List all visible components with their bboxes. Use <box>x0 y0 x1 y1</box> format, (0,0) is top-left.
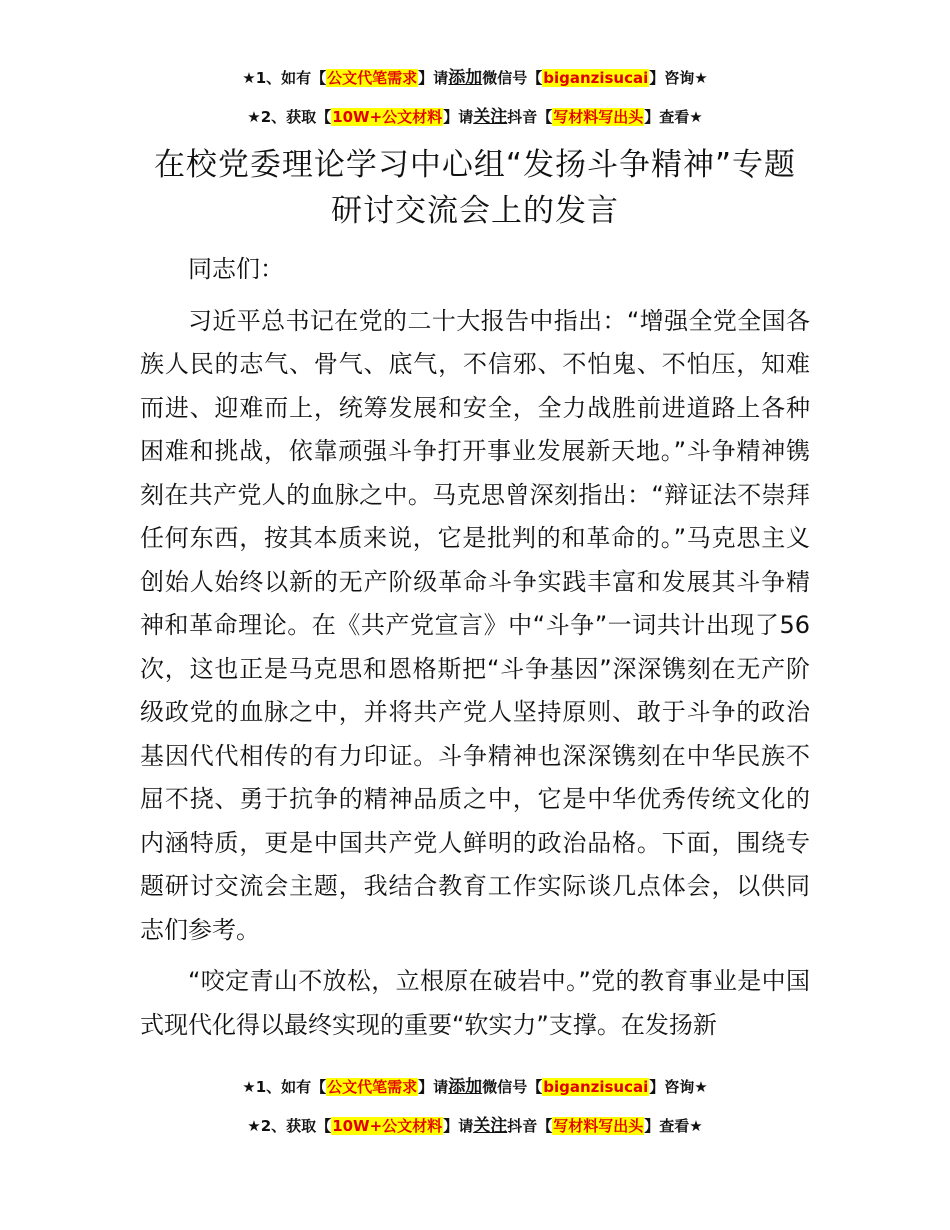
banner-text: 】请 <box>443 1117 474 1135</box>
banner-text: 微信号【 <box>482 1078 543 1096</box>
banner-text: ★1、如有【 <box>242 1078 327 1096</box>
highlight-douyin: 写材料写出头 <box>553 108 644 126</box>
banner-text: 】请 <box>418 69 449 87</box>
paragraph-2: “咬定青山不放松，立根原在破岩中。”党的教育事业是中国式现代化得以最终实现的重要“软实力”支撑。在发扬新 <box>140 967 810 1039</box>
banner-text: 微信号【 <box>482 69 543 87</box>
banner-text: ★1、如有【 <box>242 69 327 87</box>
header-banner-line-1 <box>0 66 950 90</box>
underlined-text: 关注 <box>473 107 508 127</box>
document-body <box>140 248 810 1055</box>
highlight-wechat-id: biganzisucai <box>543 69 649 87</box>
banner-text: 抖音【 <box>507 1117 553 1135</box>
document-title: 在校党委理论学习中心组“发扬斗争精神”专题研讨交流会上的发言 <box>153 147 797 229</box>
banner-text: 】查看★ <box>644 1117 703 1135</box>
highlight-service: 公文代笔需求 <box>327 1078 418 1096</box>
underlined-text: 关注 <box>473 1116 508 1136</box>
highlight-materials: 10W+公文材料 <box>332 1117 443 1135</box>
footer-banner-line-2 <box>0 1114 950 1138</box>
highlight-materials: 10W+公文材料 <box>332 108 443 126</box>
banner-text: 抖音【 <box>507 108 553 126</box>
footer-banner-line-1 <box>0 1075 950 1099</box>
salutation: 同志们： <box>188 255 284 283</box>
underlined-text: 添加 <box>448 68 483 88</box>
highlight-wechat-id: biganzisucai <box>543 1078 649 1096</box>
banner-text: 】请 <box>443 108 474 126</box>
banner-text: 】请 <box>418 1078 449 1096</box>
banner-text: 】查看★ <box>644 108 703 126</box>
paragraph-1: 习近平总书记在党的二十大报告中指出：“增强全党全国各族人民的志气、骨气、底气，不信邪、不怕鬼、不怕压，知难而进、迎难而上，统筹发展和安全，全力战胜前进道路上各种困难和挑战，依靠顽强斗争打开事业发展新天地。”斗争精神镌刻在共产党人的血脉之中。马克思曾深刻指出：“辩证法不崇拜任何东西，按其本质来说，它是批判的和革命的。”马克思主义创始人始终以新的无产阶级革命斗争实践丰富和发展其斗争精神和革命理论。在《共产党宣言》中“斗争”一词共计出现了56次，这也正是马克思和恩格斯把“斗争基因”深深镌刻在无产阶级政党的血脉之中，并将共产党人坚持原则、敢于斗争的政治基因代代相传的有力印证。斗争精神也深深镌刻在中华民族不屈不挠、勇于抗争的精神品质之中，它是中华优秀传统文化的内涵特质，更是中国共产党人鲜明的政治品格。下面，围绕专题研讨交流会主题，我结合教育工作实际谈几点体会，以供同志们参考。 <box>140 306 810 944</box>
banner-text: 】咨询★ <box>649 69 708 87</box>
highlight-douyin: 写材料写出头 <box>553 1117 644 1135</box>
header-banner-line-2 <box>0 105 950 129</box>
highlight-service: 公文代笔需求 <box>327 69 418 87</box>
banner-text: ★2、获取【 <box>247 108 332 126</box>
banner-text: ★2、获取【 <box>247 1117 332 1135</box>
banner-text: 】咨询★ <box>649 1078 708 1096</box>
underlined-text: 添加 <box>448 1077 483 1097</box>
